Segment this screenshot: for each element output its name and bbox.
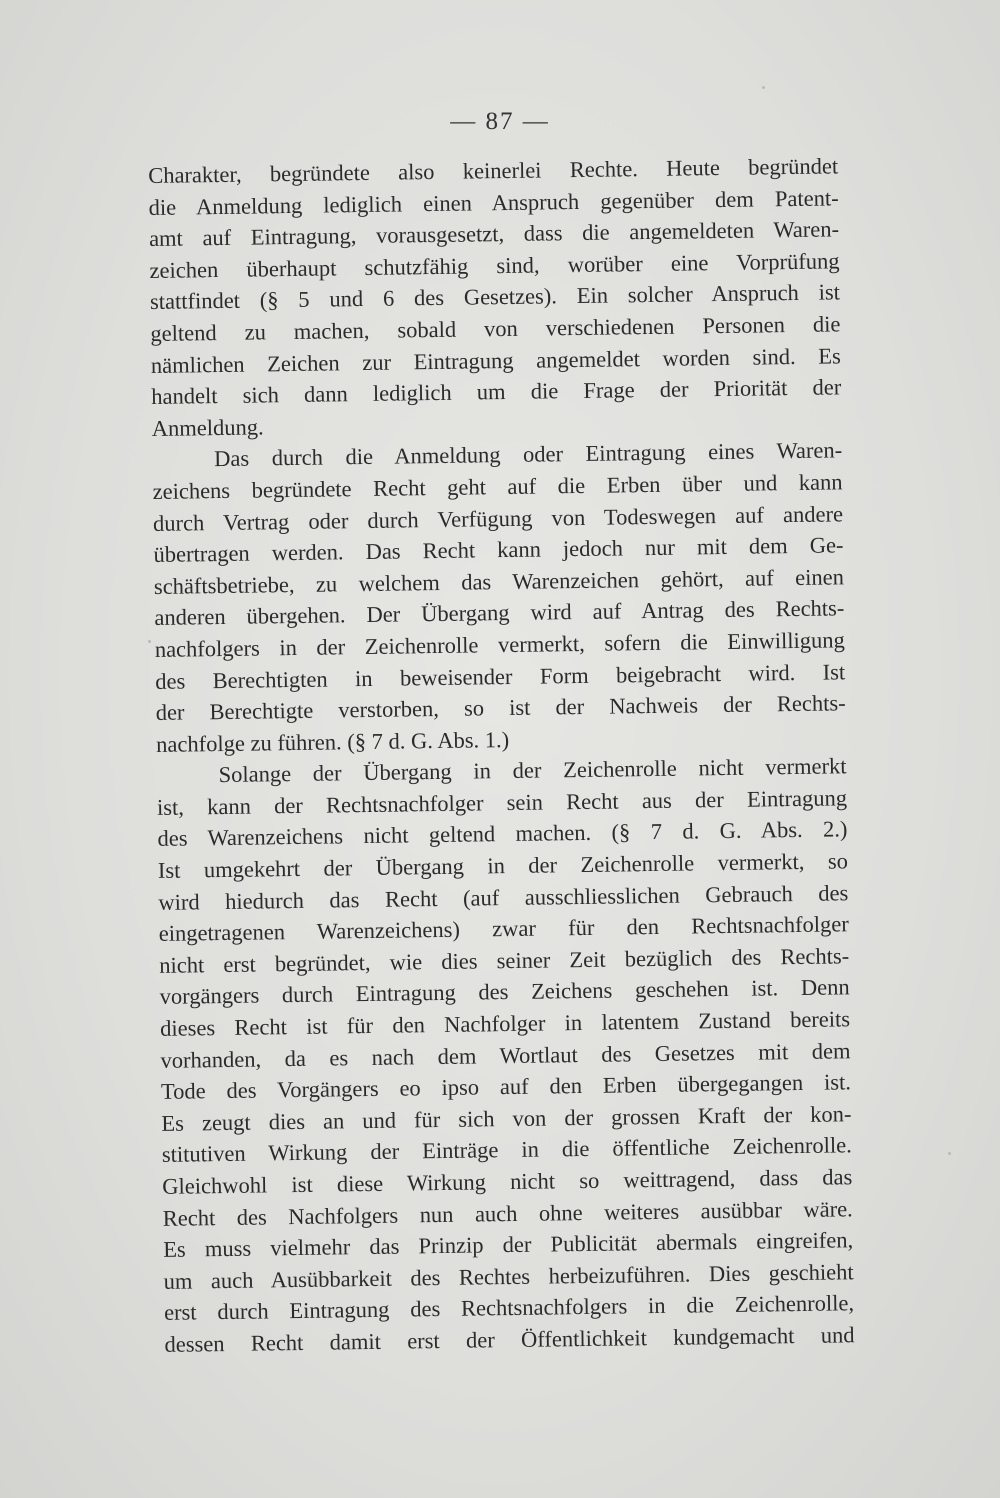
text-line: Es muss vielmehr das Prinzip der Publicität abermals eingreifen, — [163, 1227, 854, 1263]
text-line: Das durch die Anmeldung oder Eintragung eines Waren- — [214, 437, 843, 472]
text-line: stattfindet (§ 5 und 6 des Gesetzes). Ein solcher Anspruch ist — [149, 279, 841, 315]
text-line: nämlichen Zeichen zur Eintragung angemeldet worden sind. Es — [150, 342, 841, 378]
text-line: geltend zu machen, sobald von verschiedenen Personen die — [150, 311, 841, 346]
text-line: vorhanden, da es nach dem Wortlaut des Gesetzes mit dem — [160, 1037, 851, 1073]
text-line: Anmeldung. — [151, 414, 264, 441]
text-line: Recht des Nachfolgers nun auch ohne weiteres ausübbar wäre. — [162, 1195, 853, 1231]
text-line: ist, kann der Rechtsnachfolger sein Recht aus der Eintragung — [156, 785, 848, 820]
text-line: zeichen überhaupt schutzfähig sind, worüber eine Vorprüfung — [149, 248, 840, 283]
text-line: amt auf Eintragung, vorausgesetzt, dass die angemeldeten Waren- — [148, 216, 840, 252]
page-number: — 87 — — [450, 108, 550, 135]
text-line: Solange der Übergang in der Zeichenrolle nicht vermerkt — [218, 753, 847, 788]
text-line: nicht erst begründet, wie dies seiner Zeit bezüglich des Rechts- — [159, 943, 850, 978]
text-line: durch Vertrag oder durch Verfügung von Todeswegen auf andere — [152, 500, 844, 536]
text-line: handelt sich dann lediglich um die Frage der Priorität der — [151, 374, 842, 410]
text-line: Es zeugt dies an und für sich von der grossen Kraft der kon- — [161, 1101, 852, 1136]
text-line: des Warenzeichens nicht geltend machen. (§ 7 d. G. Abs. 2.) — [157, 816, 848, 852]
text-line: Ist umgekehrt der Übergang in der Zeichenrolle vermerkt, so — [157, 848, 849, 883]
text-line: stitutiven Wirkung der Einträge in die öffentliche Zeichenrolle. — [161, 1132, 852, 1168]
text-line: dieses Recht ist für den Nachfolger in latentem Zustand bereits — [159, 1006, 851, 1041]
text-line: Charakter, begründete also keinerlei Rechte. Heute begründet — [148, 153, 839, 188]
text-line: Gleichwohl ist diese Wirkung nicht so weittragend, dass das — [162, 1164, 853, 1199]
body-text — [148, 150, 855, 1360]
paper-speck — [148, 640, 151, 643]
text-line: des Berechtigten in beweisender Form beigebracht wird. Ist — [155, 658, 846, 694]
text-line: eingetragenen Warenzeichens) zwar für den Rechtsnachfolger — [158, 911, 849, 947]
text-line: nachfolge zu führen. (§ 7 d. G. Abs. 1.) — [155, 726, 510, 757]
text-line: Tode des Vorgängers eo ipso auf den Erben übergegangen ist. — [160, 1069, 852, 1105]
text-line: die Anmeldung lediglich einen Anspruch gegenüber dem Patent- — [148, 184, 839, 220]
text-line: anderen übergehen. Der Übergang wird auf Antrag des Rechts- — [154, 595, 845, 631]
text-line: wird hiedurch das Recht (auf ausschliesslichen Gebrauch des — [158, 879, 849, 915]
text-line: vorgängers durch Eintragung des Zeichens geschehen ist. Denn — [159, 974, 850, 1010]
text-line: um auch Ausübbarkeit des Rechtes herbeizuführen. Dies geschieht — [163, 1259, 854, 1294]
text-line: dessen Recht damit erst der Öffentlichkeit kundgemacht und — [164, 1322, 855, 1357]
text-line: zeichens begründete Recht geht auf die Erben über und kann — [152, 469, 843, 504]
paper-speck — [762, 86, 765, 89]
paper-speck — [948, 1152, 951, 1155]
text-line: übertragen werden. Das Recht kann jedoch nur mit dem Ge- — [153, 532, 844, 568]
text-line: nachfolgers in der Zeichenrolle vermerkt, sofern die Einwilligung — [154, 627, 845, 662]
text-line: erst durch Eintragung des Rechtsnachfolgers in die Zeichenrolle, — [163, 1290, 855, 1326]
text-line: der Berechtigte verstorben, so ist der Nachweis der Rechts- — [155, 690, 846, 726]
text-line: schäftsbetriebe, zu welchem das Warenzeichen gehört, auf einen — [153, 564, 845, 599]
